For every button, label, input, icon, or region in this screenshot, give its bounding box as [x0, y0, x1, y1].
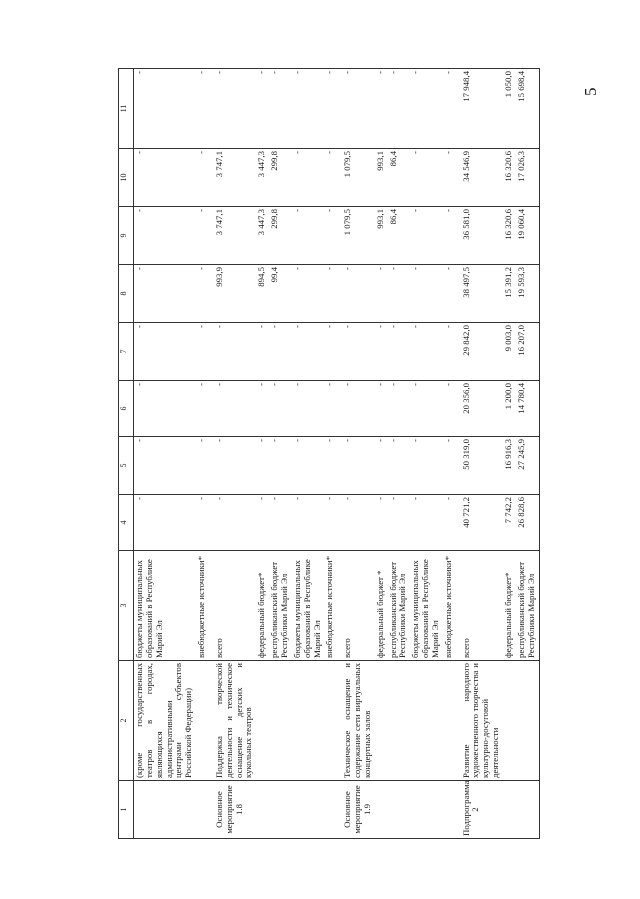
program-name-cell: (кроме государственных театров в городах, являющихся административными центрами субъектов Российской Федерации): [134, 661, 197, 781]
amount-cell: -: [256, 437, 269, 495]
funding-source-cell: бюджеты муниципальных образований в Республике Марий Эл: [134, 551, 197, 661]
amount-cell: 29 842,0: [456, 323, 503, 381]
amount-cell: -: [410, 265, 443, 323]
amount-cell: -: [269, 495, 292, 551]
program-code-cell: [256, 781, 269, 839]
program-code-cell: [388, 781, 411, 839]
amount-cell: 19 060,4: [516, 207, 539, 265]
program-code-cell: [443, 781, 456, 839]
amount-cell: -: [337, 495, 375, 551]
amount-cell: -: [292, 323, 325, 381]
amount-cell: -: [324, 381, 337, 437]
program-name-cell: [410, 661, 443, 781]
amount-cell: -: [388, 323, 411, 381]
funding-source-cell: федеральный бюджет*: [256, 551, 269, 661]
amount-cell: -: [209, 323, 256, 381]
amount-cell: -: [196, 69, 209, 149]
amount-cell: -: [292, 265, 325, 323]
amount-cell: -: [375, 381, 388, 437]
column-number-header: 4: [119, 495, 134, 551]
amount-cell: -: [443, 265, 456, 323]
column-number-header: 11: [119, 69, 134, 149]
amount-cell: -: [209, 381, 256, 437]
program-name-cell: Развитие народного художественного творчества и культурно-досуговой деятельности: [456, 661, 503, 781]
amount-cell: -: [375, 437, 388, 495]
program-code-cell: [292, 781, 325, 839]
column-number-header: 8: [119, 265, 134, 323]
amount-cell: -: [324, 207, 337, 265]
amount-cell: -: [256, 323, 269, 381]
table-row: [503, 69, 516, 839]
amount-cell: -: [196, 437, 209, 495]
amount-cell: 16 207,0: [516, 323, 539, 381]
amount-cell: 38 497,5: [456, 265, 503, 323]
amount-cell: -: [196, 265, 209, 323]
table-body: [134, 69, 540, 839]
amount-cell: -: [292, 207, 325, 265]
amount-cell: -: [209, 495, 256, 551]
amount-cell: 9 003,0: [503, 323, 516, 381]
amount-cell: -: [256, 69, 269, 149]
program-code-cell: [503, 781, 516, 839]
amount-cell: -: [410, 207, 443, 265]
amount-cell: -: [269, 381, 292, 437]
amount-cell: -: [324, 323, 337, 381]
amount-cell: -: [443, 207, 456, 265]
amount-cell: 16 320,6: [503, 149, 516, 207]
funding-source-cell: всего: [456, 551, 503, 661]
amount-cell: 15 698,4: [516, 69, 539, 149]
program-name-cell: Техническое оснащение и содержание сети виртуальных концертных залов: [337, 661, 375, 781]
amount-cell: -: [375, 265, 388, 323]
amount-cell: 299,8: [269, 207, 292, 265]
amount-cell: -: [337, 265, 375, 323]
table-row: [269, 69, 292, 839]
table-row: [375, 69, 388, 839]
table-row: [196, 69, 209, 839]
amount-cell: -: [134, 265, 197, 323]
amount-cell: -: [292, 437, 325, 495]
table-row: [256, 69, 269, 839]
amount-cell: -: [443, 323, 456, 381]
amount-cell: 34 546,9: [456, 149, 503, 207]
amount-cell: -: [134, 207, 197, 265]
amount-cell: -: [196, 149, 209, 207]
amount-cell: -: [196, 381, 209, 437]
amount-cell: 16 916,3: [503, 437, 516, 495]
amount-cell: -: [337, 381, 375, 437]
program-name-cell: Поддержка творческой деятельности и техническое оснащение детских и кукольных театров: [209, 661, 256, 781]
table-row: [324, 69, 337, 839]
amount-cell: -: [292, 69, 325, 149]
funding-source-cell: республиканский бюджет Республики Марий Эл: [516, 551, 539, 661]
rotated-page: [118, 69, 598, 839]
amount-cell: -: [256, 381, 269, 437]
program-name-cell: [324, 661, 337, 781]
amount-cell: 26 828,6: [516, 495, 539, 551]
column-number-row: [119, 69, 134, 839]
program-code-cell: [324, 781, 337, 839]
amount-cell: -: [388, 495, 411, 551]
amount-cell: 1 200,0: [503, 381, 516, 437]
program-code-cell: [134, 781, 197, 839]
amount-cell: -: [410, 381, 443, 437]
amount-cell: 7 742,2: [503, 495, 516, 551]
program-code-cell: [269, 781, 292, 839]
amount-cell: -: [134, 69, 197, 149]
amount-cell: -: [443, 437, 456, 495]
column-number-header: 6: [119, 381, 134, 437]
amount-cell: -: [410, 437, 443, 495]
amount-cell: -: [410, 149, 443, 207]
column-number-header: 3: [119, 551, 134, 661]
program-name-cell: [269, 661, 292, 781]
amount-cell: -: [196, 495, 209, 551]
amount-cell: -: [388, 381, 411, 437]
program-code-cell: Подпрограмма 2: [456, 781, 503, 839]
amount-cell: -: [410, 323, 443, 381]
amount-cell: 99,4: [269, 265, 292, 323]
column-number-header: 10: [119, 149, 134, 207]
amount-cell: 894,5: [256, 265, 269, 323]
amount-cell: 1 079,5: [337, 149, 375, 207]
amount-cell: -: [292, 381, 325, 437]
amount-cell: 19 593,3: [516, 265, 539, 323]
program-name-cell: [375, 661, 388, 781]
amount-cell: -: [269, 323, 292, 381]
amount-cell: -: [196, 323, 209, 381]
amount-cell: -: [410, 495, 443, 551]
table-row: [292, 69, 325, 839]
page-number: 5: [581, 87, 600, 96]
amount-cell: -: [388, 265, 411, 323]
program-code-cell: Основное мероприятие 1.9: [337, 781, 375, 839]
table-row: [456, 69, 503, 839]
amount-cell: 20 356,0: [456, 381, 503, 437]
program-code-cell: [375, 781, 388, 839]
table-row: [134, 69, 197, 839]
funding-source-cell: всего: [337, 551, 375, 661]
amount-cell: -: [269, 69, 292, 149]
amount-cell: 17 948,4: [456, 69, 503, 149]
funding-source-cell: бюджеты муниципальных образований в Республике Марий Эл: [410, 551, 443, 661]
funding-source-cell: федеральный бюджет *: [375, 551, 388, 661]
amount-cell: 3 447,3: [256, 207, 269, 265]
program-code-cell: [516, 781, 539, 839]
amount-cell: 16 320,6: [503, 207, 516, 265]
amount-cell: 17 026,3: [516, 149, 539, 207]
amount-cell: -: [375, 323, 388, 381]
amount-cell: -: [443, 495, 456, 551]
amount-cell: -: [337, 437, 375, 495]
program-name-cell: [503, 661, 516, 781]
amount-cell: -: [375, 69, 388, 149]
amount-cell: -: [292, 149, 325, 207]
amount-cell: -: [388, 437, 411, 495]
amount-cell: -: [134, 381, 197, 437]
amount-cell: -: [337, 69, 375, 149]
amount-cell: -: [269, 437, 292, 495]
funding-source-cell: внебюджетные источники*: [324, 551, 337, 661]
amount-cell: -: [256, 495, 269, 551]
amount-cell: 27 245,9: [516, 437, 539, 495]
funding-source-cell: республиканский бюджет Республики Марий Эл: [269, 551, 292, 661]
amount-cell: 86,4: [388, 149, 411, 207]
program-name-cell: [292, 661, 325, 781]
amount-cell: -: [324, 69, 337, 149]
funding-source-cell: федеральный бюджет*: [503, 551, 516, 661]
program-name-cell: [256, 661, 269, 781]
amount-cell: -: [134, 495, 197, 551]
amount-cell: 299,8: [269, 149, 292, 207]
amount-cell: 1 079,5: [337, 207, 375, 265]
amount-cell: -: [375, 495, 388, 551]
column-number-header: 1: [119, 781, 134, 839]
amount-cell: -: [443, 149, 456, 207]
table-row: [337, 69, 375, 839]
table-row: [443, 69, 456, 839]
amount-cell: -: [134, 323, 197, 381]
column-number-header: 2: [119, 661, 134, 781]
program-name-cell: [388, 661, 411, 781]
amount-cell: -: [134, 149, 197, 207]
column-number-header: 7: [119, 323, 134, 381]
column-number-header: 9: [119, 207, 134, 265]
amount-cell: -: [324, 149, 337, 207]
amount-cell: -: [324, 437, 337, 495]
column-number-header: 5: [119, 437, 134, 495]
funding-source-cell: всего: [209, 551, 256, 661]
amount-cell: -: [324, 265, 337, 323]
amount-cell: -: [196, 207, 209, 265]
program-code-cell: Основное мероприятие 1.8: [209, 781, 256, 839]
amount-cell: 993,1: [375, 149, 388, 207]
table-row: [516, 69, 539, 839]
amount-cell: 15 391,2: [503, 265, 516, 323]
amount-cell: 3 747,1: [209, 149, 256, 207]
program-name-cell: [443, 661, 456, 781]
amount-cell: 1 050,0: [503, 69, 516, 149]
amount-cell: 993,9: [209, 265, 256, 323]
amount-cell: 993,1: [375, 207, 388, 265]
amount-cell: 50 319,0: [456, 437, 503, 495]
amount-cell: 3 447,3: [256, 149, 269, 207]
amount-cell: -: [443, 381, 456, 437]
program-name-cell: [196, 661, 209, 781]
amount-cell: 40 721,2: [456, 495, 503, 551]
funding-source-cell: республиканский бюджет Республики Марий Эл: [388, 551, 411, 661]
program-name-cell: [516, 661, 539, 781]
budget-table: [118, 68, 540, 839]
amount-cell: -: [443, 69, 456, 149]
amount-cell: -: [337, 323, 375, 381]
table-row: [209, 69, 256, 839]
amount-cell: 3 747,1: [209, 207, 256, 265]
amount-cell: -: [209, 69, 256, 149]
amount-cell: 86,4: [388, 207, 411, 265]
table-row: [410, 69, 443, 839]
amount-cell: -: [324, 495, 337, 551]
amount-cell: -: [410, 69, 443, 149]
amount-cell: -: [292, 495, 325, 551]
table-row: [388, 69, 411, 839]
funding-source-cell: внебюджетные источники*: [443, 551, 456, 661]
program-code-cell: [196, 781, 209, 839]
amount-cell: -: [134, 437, 197, 495]
amount-cell: 36 581,0: [456, 207, 503, 265]
amount-cell: 14 780,4: [516, 381, 539, 437]
funding-source-cell: бюджеты муниципальных образований в Республике Марий Эл: [292, 551, 325, 661]
amount-cell: -: [209, 437, 256, 495]
program-code-cell: [410, 781, 443, 839]
funding-source-cell: внебюджетные источники*: [196, 551, 209, 661]
amount-cell: -: [388, 69, 411, 149]
